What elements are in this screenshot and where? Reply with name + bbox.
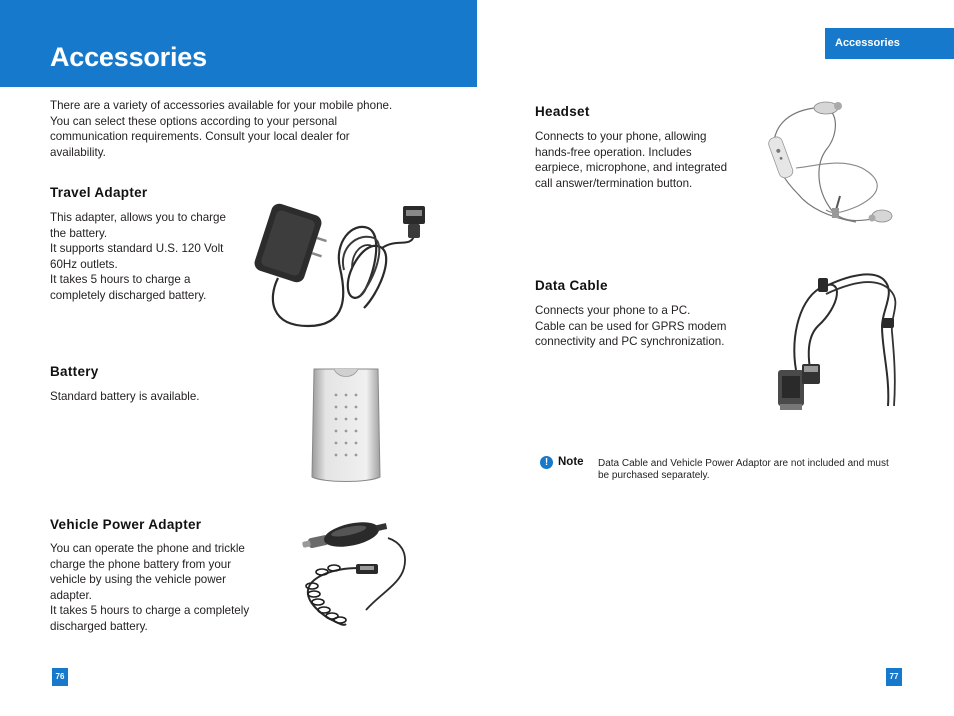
exclamation-icon: ! <box>540 456 553 469</box>
text-line: discharged battery. <box>50 619 148 633</box>
note-label: Note <box>558 456 584 468</box>
travel-adapter-image <box>248 198 434 334</box>
text-line: adapter. <box>50 588 92 602</box>
headset-heading: Headset <box>535 104 590 119</box>
text-line: You can operate the phone and trickle <box>50 542 245 555</box>
text-line: Cable can be used for GPRS modem <box>535 319 727 333</box>
page-title: Accessories <box>50 42 207 72</box>
text-line: This adapter, allows you to charge <box>50 211 226 224</box>
text-line: It supports standard U.S. 120 Volt <box>50 242 224 255</box>
text-line: the battery. <box>50 226 108 240</box>
vehicle-power-adapter-text <box>50 541 249 634</box>
intro-line: communication requirements. Consult your local dealer for <box>50 130 350 143</box>
text-line: 60Hz outlets. <box>50 257 118 271</box>
note-text: Data Cable and Vehicle Power Adaptor are not included and must be purchased separately. <box>598 458 889 481</box>
text-line: connectivity and PC synchronization. <box>535 335 725 348</box>
text-line: vehicle by using the vehicle power <box>50 573 226 586</box>
text-line: completely discharged battery. <box>50 288 207 302</box>
intro-line: availability. <box>50 145 106 159</box>
intro-paragraph <box>50 98 392 160</box>
data-cable-image <box>770 266 920 412</box>
vehicle-power-adapter-image <box>300 520 415 630</box>
page-number-right: 77 <box>886 668 902 686</box>
data-cable-text <box>535 303 726 350</box>
vehicle-power-adapter-heading: Vehicle Power Adapter <box>50 517 202 532</box>
text-line: earpiece, microphone, and integrated <box>535 161 728 174</box>
battery-text <box>50 389 200 405</box>
page-number-left: 76 <box>52 668 68 686</box>
text-line: It takes 5 hours to charge a <box>50 273 191 286</box>
data-cable-heading: Data Cable <box>535 278 608 293</box>
battery-heading: Battery <box>50 364 99 379</box>
text-line: It takes 5 hours to charge a completely <box>50 604 250 617</box>
intro-line: There are a variety of accessories available for your mobile phone. <box>50 99 393 112</box>
text-line: call answer/termination button. <box>535 176 693 190</box>
intro-line: You can select these options according to your personal <box>50 114 338 128</box>
headset-image <box>766 98 898 234</box>
text-line: hands-free operation. Includes <box>535 145 692 159</box>
text-line: charge the phone battery from your <box>50 557 232 571</box>
section-tab: Accessories <box>825 28 954 59</box>
text-line: Connects to your phone, allowing <box>535 130 707 143</box>
battery-image <box>308 365 384 485</box>
headset-text <box>535 129 727 191</box>
text-line: Standard battery is available. <box>50 390 200 403</box>
text-line: Connects your phone to a PC. <box>535 304 691 317</box>
travel-adapter-text <box>50 210 226 303</box>
travel-adapter-heading: Travel Adapter <box>50 185 148 200</box>
